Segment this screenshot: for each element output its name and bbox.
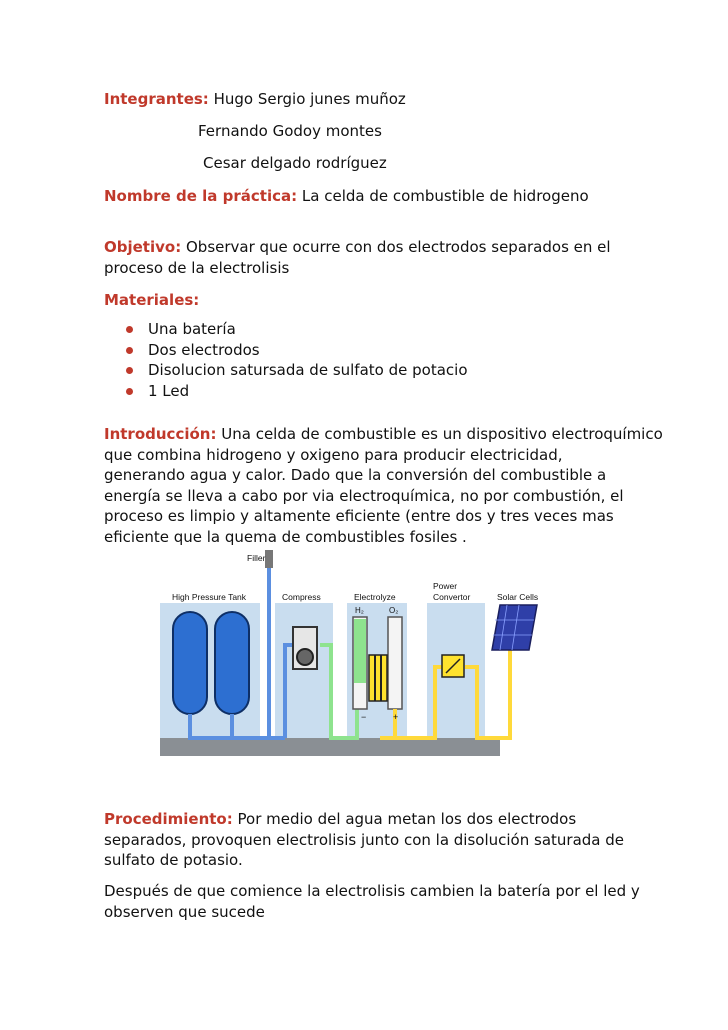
materiales-label: Materiales: xyxy=(104,291,200,309)
practice-name-label: Nombre de la práctica: xyxy=(104,187,298,205)
integrantes-line xyxy=(104,89,406,109)
bullet-icon xyxy=(126,326,133,333)
bullet-icon xyxy=(126,367,133,374)
introduccion-text: Una celda de combustible es un dispositivo electroquímico xyxy=(221,425,663,443)
procedimiento-text: observen que sucede xyxy=(104,902,265,921)
procedimiento-text: sulfato de potasio. xyxy=(104,851,243,869)
introduccion-text: generando agua y calor. Dado que la conversión del combustible a xyxy=(104,466,607,484)
introduccion-text: eficiente que la quema de combustibles fosiles . xyxy=(104,527,467,546)
introduccion-text: que combina hidrogeno y oxigeno para producir electricidad, xyxy=(104,445,563,464)
bullet-icon xyxy=(126,347,133,354)
o2-label: O₂ xyxy=(389,606,399,615)
objetivo-text: Observar que ocurre con dos electrodos separados en el xyxy=(185,238,611,256)
practice-name-line xyxy=(104,186,589,206)
integrantes-label: Integrantes: xyxy=(104,90,209,108)
materiales-list xyxy=(104,319,468,401)
objetivo-label: Objetivo: xyxy=(104,238,182,256)
objetivo-paragraph xyxy=(104,237,644,278)
minus-label: − xyxy=(361,712,367,722)
o2-chamber xyxy=(388,617,402,709)
list-item xyxy=(104,319,468,340)
filler-cap xyxy=(265,550,273,568)
practice-name-value: La celda de combustible de hidrogeno xyxy=(301,187,589,205)
tank-label: High Pressure Tank xyxy=(172,592,247,602)
procedimiento-label: Procedimiento: xyxy=(104,810,233,828)
procedimiento-text: Después de que comience la electrolisis cambien la batería por el led y xyxy=(104,882,640,900)
introduccion-text: energía se lleva a cabo por via electroquímica, no por combustión, el xyxy=(104,486,624,505)
introduccion-paragraph xyxy=(104,424,664,547)
list-item xyxy=(104,360,468,381)
filler-label: Filler xyxy=(247,553,266,563)
materiales-heading xyxy=(104,290,199,310)
list-item xyxy=(104,340,468,361)
list-item-text: Dos electrodos xyxy=(148,340,260,359)
electrolyze-label: Electrolyze xyxy=(354,592,396,602)
compress-label: Compress xyxy=(282,592,321,602)
integrante-name: Cesar delgado rodríguez xyxy=(203,154,387,172)
electrode-icon xyxy=(369,655,387,701)
procedimiento-paragraph xyxy=(104,809,664,871)
compressor-wheel-icon xyxy=(297,649,313,665)
tank-icon xyxy=(173,612,207,714)
h2-label: H₂ xyxy=(355,606,364,615)
procedimiento-after-paragraph xyxy=(104,881,664,922)
list-item-text: 1 Led xyxy=(148,381,190,400)
procedimiento-text: Por medio del agua metan los dos electrodos xyxy=(237,810,577,828)
list-item-text: Disolucion satursada de sulfato de potacio xyxy=(148,361,468,379)
procedimiento-text: separados, provoquen electrolisis junto con la disolución saturada de xyxy=(104,830,624,849)
h2-gas xyxy=(354,619,366,683)
integrante-name: Hugo Sergio junes muñoz xyxy=(213,90,406,108)
bullet-icon xyxy=(126,388,133,395)
integrante-name: Fernando Godoy montes xyxy=(198,122,382,140)
convertor-label: Power xyxy=(433,581,458,591)
base-floor xyxy=(160,738,500,756)
list-item xyxy=(104,381,468,402)
solar-cells-icon xyxy=(492,605,537,650)
introduccion-label: Introducción: xyxy=(104,425,217,443)
introduccion-text: proceso es limpio y altamente eficiente (entre dos y tres veces mas xyxy=(104,507,614,525)
convertor-label: Convertor xyxy=(433,592,471,602)
solar-cells-label: Solar Cells xyxy=(497,592,539,602)
fuel-cell-diagram xyxy=(155,545,565,760)
tank-icon xyxy=(215,612,249,714)
objetivo-text: proceso de la electrolisis xyxy=(104,258,290,277)
list-item-text: Una batería xyxy=(148,320,236,338)
plus-label: + xyxy=(393,712,399,722)
